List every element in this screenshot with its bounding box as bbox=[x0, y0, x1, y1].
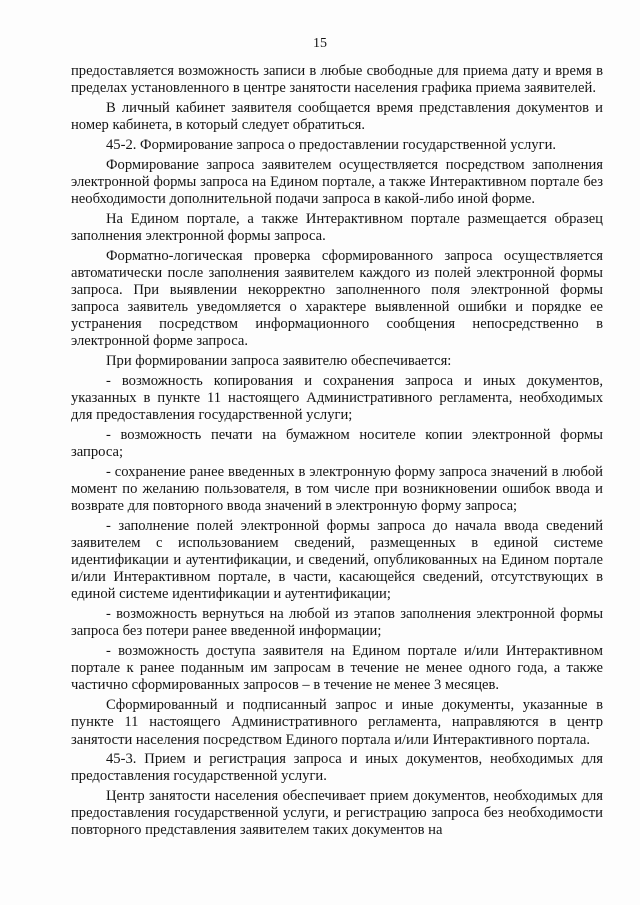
paragraph: Центр занятости населения обеспечивает прием документов, необходимых для предоставления государственной услуги, и регистрацию запроса без необходимости повторного представления заявителем таких документов на bbox=[71, 788, 603, 839]
paragraph: В личный кабинет заявителя сообщается время представления документов и номер кабинета, в который следует обратиться. bbox=[71, 99, 603, 134]
section-heading-45-3: 45-3. Прием и регистрация запроса и иных документов, необходимых для предоставления государственной услуги. bbox=[71, 751, 603, 785]
paragraph: Форматно-логическая проверка сформированного запроса осуществляется автоматически после заполнения заявителем каждого из полей электронной формы запроса. При выявлении некорректно заполненного поля электронной формы запроса заявитель уведомляется о характере выявленной ошибки и порядке ее устранения посредством информационного сообщения непосредственно в электронной форме запроса. bbox=[71, 247, 603, 350]
list-item: - заполнение полей электронной формы запроса до начала ввода сведений заявителем с использованием сведений, размещенных в единой системе идентификации и аутентификации, и сведений, опубликованных на Едином портале и/или Интерактивном портале, в части, касающейся сведений, отсутствующих в единой системе идентификации и аутентификации; bbox=[71, 517, 603, 603]
page-number: 15 bbox=[313, 36, 327, 51]
section-heading-45-2: 45-2. Формирование запроса о предоставлении государственной услуги. bbox=[106, 136, 557, 153]
list-item: - возможность печати на бумажном носителе копии электронной формы запроса; bbox=[71, 426, 603, 461]
list-item: - сохранение ранее введенных в электронную форму запроса значений в любой момент по желанию пользователя, в том числе при возникновении ошибок ввода и возврате для повторного ввода значений в электронную форму запроса; bbox=[71, 463, 603, 515]
paragraph-continuation: предоставляется возможность записи в любые свободные для приема дату и время в пределах установленного в центре занятости населения графика приема заявителей. bbox=[71, 63, 603, 97]
list-item: - возможность копирования и сохранения запроса и иных документов, указанных в пункте 11 настоящего Административного регламента, необходимых для предоставления государственной услуги; bbox=[71, 372, 603, 424]
document-body bbox=[71, 63, 603, 842]
paragraph: При формировании запроса заявителю обеспечивается: bbox=[106, 353, 452, 370]
paragraph: Сформированный и подписанный запрос и иные документы, указанные в пункте 11 настоящего Административного регламента, направляются в центр занятости населения посредством Единого портала и/или Интерактивного портала. bbox=[71, 697, 603, 748]
list-item: - возможность доступа заявителя на Едином портале и/или Интерактивном портале к ранее поданным им запросам в течение не менее одного года, а также частично сформированных запросов – в течение не менее 3 месяцев. bbox=[71, 643, 603, 694]
paragraph: Формирование запроса заявителем осуществляется посредством заполнения электронной формы запроса на Едином портале, а также Интерактивном портале без необходимости дополнительной подачи запроса в какой-либо иной форме. bbox=[71, 156, 603, 207]
paragraph: На Едином портале, а также Интерактивном портале размещается образец заполнения электронной формы запроса. bbox=[71, 210, 603, 244]
list-item: - возможность вернуться на любой из этапов заполнения электронной формы запроса без потери ранее введенной информации; bbox=[71, 606, 603, 640]
